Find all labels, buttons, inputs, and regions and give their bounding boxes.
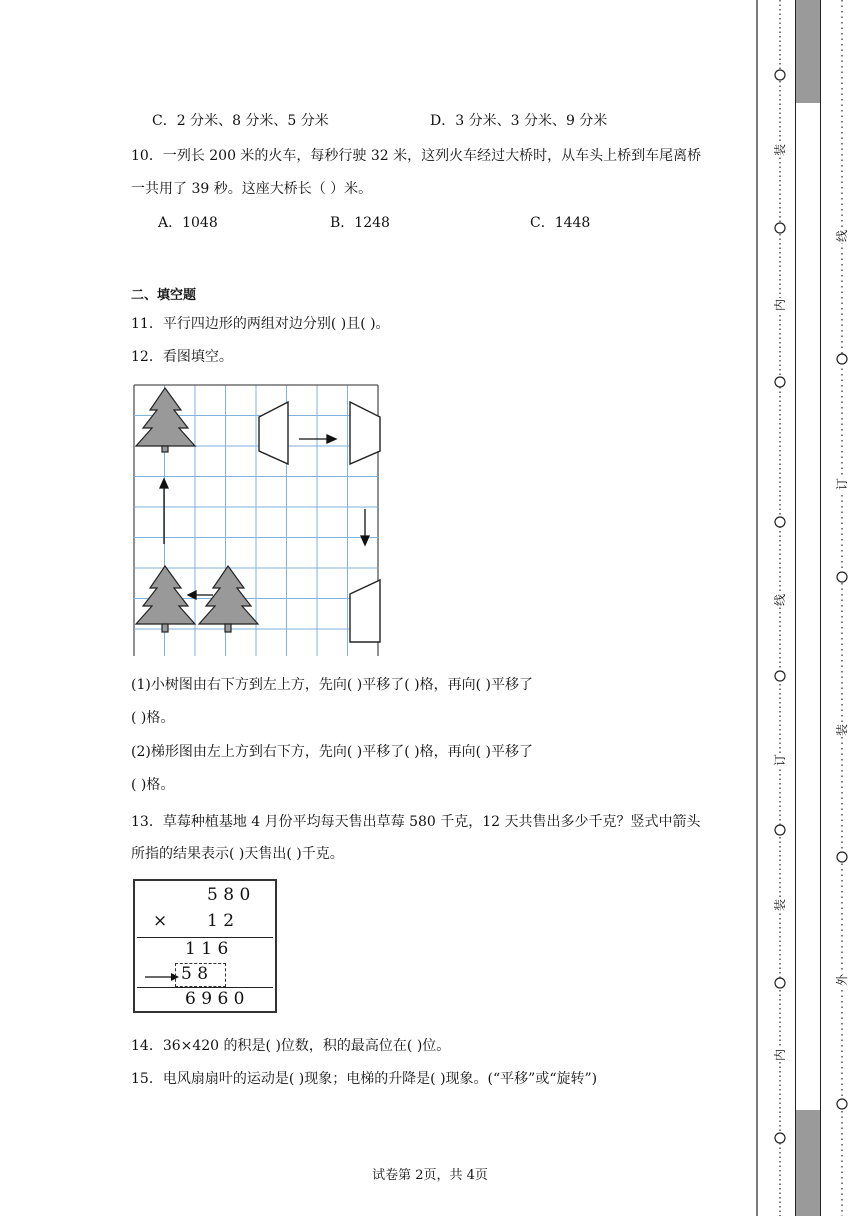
- q12-sub1-line1: (1)小树图由右下方到左上方，先向( )平移了( )格，再向( )平移了: [131, 677, 533, 693]
- calc-rule-1: [137, 937, 273, 938]
- binding-label-inner: 装: [773, 899, 787, 912]
- tree-shape-top-left: [136, 388, 195, 452]
- binding-label-outer: 订: [835, 478, 849, 491]
- binding-label-inner: 装: [773, 144, 787, 157]
- q12-sub2-line1: (2)梯形图由左上方到右下方，先向( )平移了( )格，再向( )平移了: [131, 744, 533, 760]
- trapezoid-shapes: [259, 402, 380, 642]
- q11-stem: 11．平行四边形的两组对边分别( )且( )。: [131, 316, 390, 332]
- q9-option-d: D．3 分米、3 分米、9 分米: [430, 113, 608, 129]
- q12-sub1-line2: ( )格。: [131, 710, 175, 726]
- q14-stem: 14．36×420 的积是( )位数，积的最高位在( )位。: [131, 1038, 451, 1054]
- q10-option-a: A．1048: [158, 215, 218, 231]
- calc-product: 6 9 6 0: [185, 989, 245, 1009]
- q10-stem-line2: 一共用了 39 秒。这座大桥长（ ）米。: [131, 181, 373, 197]
- q13-stem-line1: 13．草莓种植基地 4 月份平均每天售出草莓 580 千克，12 天共售出多少千克？竖式中箭头: [131, 814, 701, 830]
- calc-times-sign: ×: [153, 911, 168, 931]
- calc-multiplicand: 5 8 0: [207, 885, 251, 905]
- q10-option-b: B．1248: [330, 215, 390, 231]
- section-title: 二、填空题: [131, 288, 197, 303]
- q12-sub2-line2: ( )格。: [131, 777, 175, 793]
- vertical-multiplication: [133, 879, 277, 1013]
- binding-label-outer: 装: [835, 724, 849, 737]
- calc-rule-2: [137, 987, 273, 988]
- q9-option-c: C．2 分米、8 分米、5 分米: [152, 113, 329, 129]
- q15-stem: 15．电风扇扇叶的运动是( )现象；电梯的升降是( )现象。(“平移”或“旋转”): [131, 1071, 598, 1087]
- binding-label-inner: 线: [773, 594, 787, 607]
- q12-stem: 12．看图填空。: [131, 349, 233, 365]
- binding-label-inner: 内: [773, 1049, 787, 1062]
- calc-multiplier: 1 2: [207, 911, 235, 931]
- binding-label-outer: 线: [835, 230, 849, 243]
- calc-partial-1: 1 1 6: [185, 939, 229, 959]
- calc-arrow-icon: [145, 971, 179, 983]
- translation-grid-figure: [133, 384, 383, 656]
- page-footer: 试卷第 2页，共 4页: [372, 1168, 488, 1183]
- q13-stem-line2: 所指的结果表示( )天售出( )千克。: [131, 846, 344, 862]
- calc-partial-2: 5 8: [181, 964, 209, 984]
- binding-label-outer: 外: [835, 974, 849, 987]
- binding-label-inner: 订: [773, 754, 787, 767]
- binding-label-inner: 内: [773, 299, 787, 312]
- q10-option-c: C．1448: [530, 215, 591, 231]
- q10-stem-line1: 10．一列长 200 米的火车，每秒行驶 32 米，这列火车经过大桥时，从车头上桥到车尾离桥: [131, 148, 702, 164]
- arrows: [160, 435, 369, 599]
